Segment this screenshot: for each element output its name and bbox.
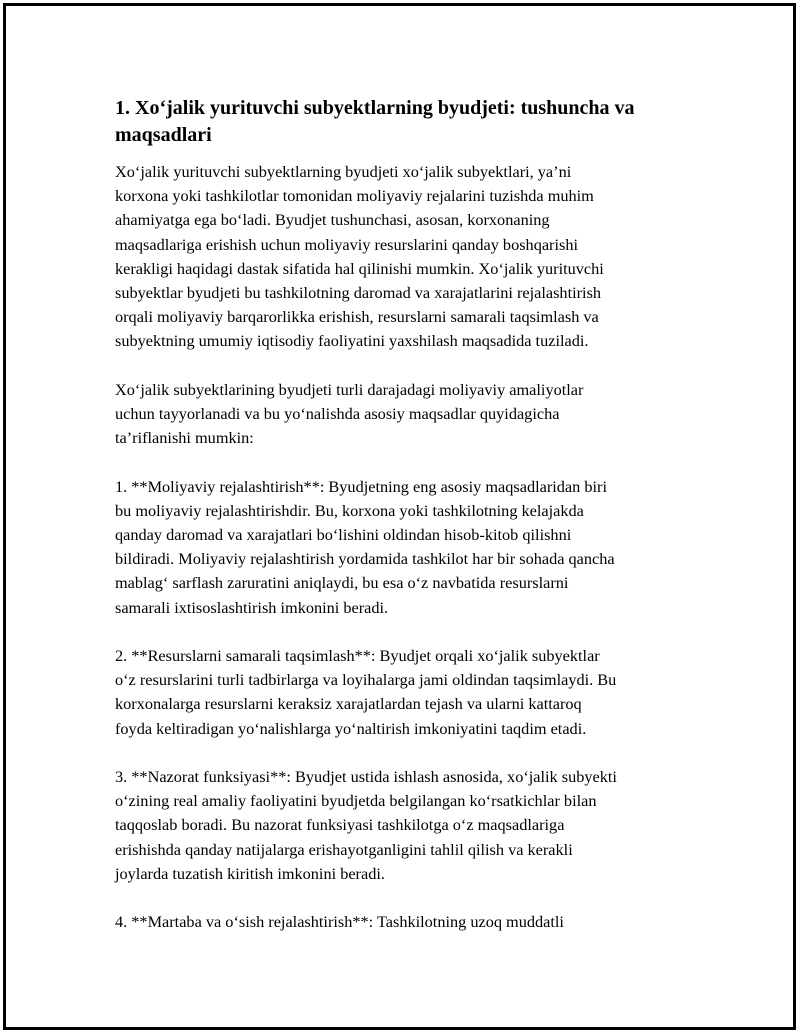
text-line: 4. **Martaba va o‘sish rejalashtirish**: Tashkilotning uzoq muddatli bbox=[115, 912, 564, 932]
paragraph-goals-intro bbox=[115, 378, 680, 451]
text-line: 2. **Resurslarni samarali taqsimlash**: Byudjet orqali xo‘jalik subyektlar bbox=[115, 646, 600, 666]
section-heading bbox=[115, 95, 680, 149]
text-line: bildiradi. Moliyaviy rejalashtirish yordamida tashkilot har bir sohada qancha bbox=[115, 549, 615, 569]
text-line: subyektlar byudjeti bu tashkilotning daromad va xarajatlarini rejalashtirish bbox=[115, 283, 602, 303]
text-line: mablag‘ sarflash zaruratini aniqlaydi, bu esa o‘z navbatida resurslarni bbox=[115, 573, 569, 593]
text-line: bu moliyaviy rejalashtirishdir. Bu, korxona yoki tashkilotning kelajakda bbox=[115, 500, 584, 520]
document-body bbox=[115, 95, 680, 959]
heading-line: maqsadlari bbox=[115, 124, 212, 146]
text-line: joylarda tuzatish kiritish imkonini beradi. bbox=[115, 863, 385, 883]
text-line: kerakligi haqidagi dastak sifatida hal qilinishi mumkin. Xo‘jalik yurituvchi bbox=[115, 258, 604, 278]
text-line: o‘zining real amaliy faoliyatini byudjetda belgilangan ko‘rsatkichlar bilan bbox=[115, 791, 597, 811]
list-item-growth-planning bbox=[115, 910, 680, 934]
text-line: ahamiyatga ega bo‘ladi. Byudjet tushunchasi, asosan, korxonaning bbox=[115, 210, 550, 230]
text-line: korxonalarga resurslarni keraksiz xarajatlardan tejash va ularni kattaroq bbox=[115, 694, 582, 714]
text-line: Xo‘jalik yurituvchi subyektlarning byudjeti xo‘jalik subyektlari, ya’ni bbox=[115, 162, 572, 181]
heading-line: 1. Xo‘jalik yurituvchi subyektlarning byudjeti: tushuncha va bbox=[115, 97, 635, 119]
text-line: uchun tayyorlanadi va bu yo‘nalishda asosiy maqsadlar quyidagicha bbox=[115, 404, 560, 424]
text-line: 1. **Moliyaviy rejalashtirish**: Byudjetning eng asosiy maqsadlaridan biri bbox=[115, 476, 607, 496]
list-item-control-function bbox=[115, 765, 680, 886]
text-line: erishishda qanday natijalarga erishayotganligini tahlil qilish va kerakli bbox=[115, 839, 573, 859]
list-item-financial-planning bbox=[115, 475, 680, 620]
text-line: foyda keltiradigan yo‘nalishlarga yo‘naltirish imkoniyatini taqdim etadi. bbox=[115, 718, 587, 738]
text-line: subyektning umumiy iqtisodiy faoliyatini yaxshilash maqsadida tuziladi. bbox=[115, 331, 589, 351]
text-line: maqsadlariga erishish uchun moliyaviy resurslarini qanday boshqarishi bbox=[115, 234, 579, 254]
text-line: taqqoslab boradi. Bu nazorat funksiyasi tashkilotga o‘z maqsadlariga bbox=[115, 815, 565, 835]
text-line: korxona yoki tashkilotlar tomonidan moliyaviy rejalarini tuzishda muhim bbox=[115, 186, 594, 206]
paragraph-intro bbox=[115, 160, 680, 354]
list-item-resource-allocation bbox=[115, 644, 680, 741]
text-line: ta’riflanishi mumkin: bbox=[115, 428, 254, 448]
text-line: orqali moliyaviy barqarorlikka erishish, resurslarni samarali taqsimlash va bbox=[115, 307, 599, 327]
text-line: Xo‘jalik subyektlarining byudjeti turli darajadagi moliyaviy amaliyotlar bbox=[115, 379, 584, 399]
text-line: samarali ixtisoslashtirish imkonini beradi. bbox=[115, 597, 389, 617]
text-line: 3. **Nazorat funksiyasi**: Byudjet ustida ishlash asnosida, xo‘jalik subyekti bbox=[115, 767, 617, 787]
text-line: qanday daromad va xarajatlari bo‘lishini oldindan hisob-kitob qilishni bbox=[115, 525, 572, 545]
text-line: o‘z resurslarini turli tadbirlarga va loyihalarga jami oldindan taqsimlaydi. Bu bbox=[115, 670, 617, 690]
